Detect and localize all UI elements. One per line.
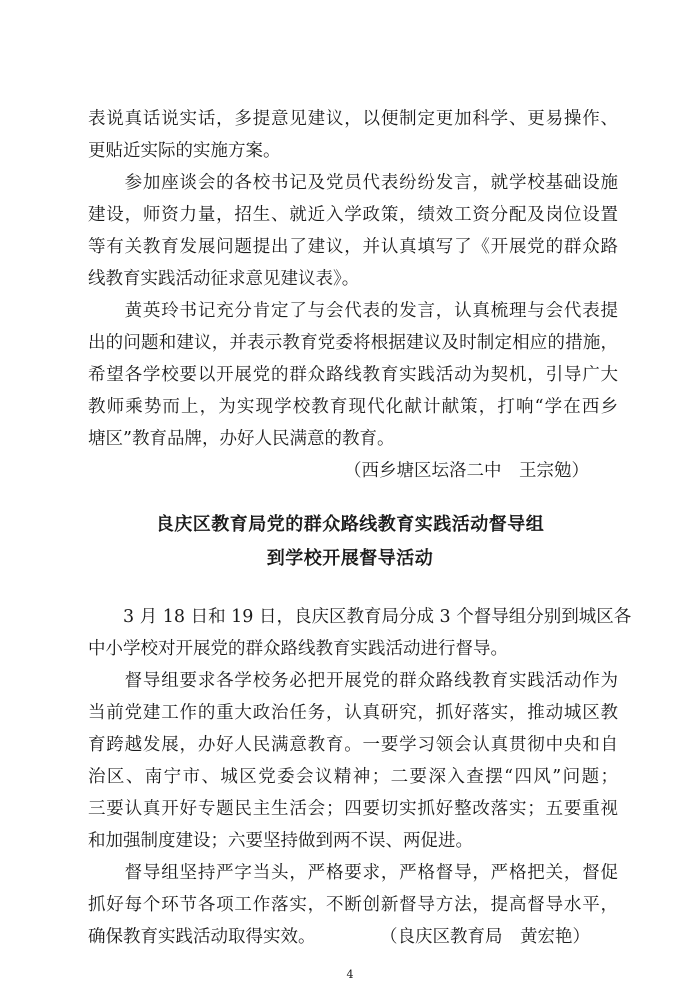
page-number: 4 xyxy=(346,968,354,981)
article2-line-11: 确保教育实践活动取得实效。 xyxy=(88,927,316,947)
article1-line-11: 塘区”教育品牌，办好人民满意的教育。 xyxy=(88,429,395,449)
article2-line-7: 三要认真开好专题民主生活会；四要切实抓好整改落实；五要重视 xyxy=(88,799,618,819)
article1-signature: （西乡塘区坛洛二中 王宗勉） xyxy=(344,461,589,481)
article2-line-8: 和加强制度建设；六要坚持做到两不误、两促进。 xyxy=(88,831,473,851)
article2-line-1: 3 月 18 日和 19 日，良庆区教育局分成 3 个督导组分别到城区各 xyxy=(88,607,632,627)
article1-line-6: 线教育实践活动征求意见建议表》。 xyxy=(88,269,360,289)
article1-line-2: 更贴近实际的实施方案。 xyxy=(88,141,281,161)
article2-line-2: 中小学校对开展党的群众路线教育实践活动进行督导。 xyxy=(88,639,508,659)
article2-line-10: 抓好每个环节各项工作落实，不断创新督导方法，提高督导水平， xyxy=(88,895,618,915)
article1-line-1: 表说真话说实话，多提意见建议，以便制定更加科学、更易操作、 xyxy=(88,109,618,129)
article1-line-7: 黄英玲书记充分肯定了与会代表的发言，认真梳理与会代表提 xyxy=(88,301,618,321)
article2-signature: （良庆区教育局 黄宏艳） xyxy=(380,927,590,947)
article2-line-9: 督导组坚持严字当头，严格要求，严格督导，严格把关，督促 xyxy=(88,863,618,883)
article1-line-3: 参加座谈会的各校书记及党员代表纷纷发言，就学校基础设施 xyxy=(88,173,618,193)
article2-line-4: 当前党建工作的重大政治任务，认真研究，抓好落实，推动城区教 xyxy=(88,703,618,723)
article1-line-5: 等有关教育发展问题提出了建议，并认真填写了《开展党的群众路 xyxy=(88,237,618,257)
article2-title-line-2: 到学校开展督导活动 xyxy=(266,548,434,569)
article1-line-9: 希望各学校要以开展党的群众路线教育实践活动为契机，引导广大 xyxy=(88,365,618,385)
article2-line-6: 治区、南宁市、城区党委会议精神；二要深入查摆“四风”问题； xyxy=(88,767,618,787)
article1-line-8: 出的问题和建议，并表示教育党委将根据建议及时制定相应的措施， xyxy=(88,333,618,353)
article1-line-4: 建设，师资力量，招生、就近入学政策，绩效工资分配及岗位设置 xyxy=(88,205,618,225)
article2-line-3: 督导组要求各学校务必把开展党的群众路线教育实践活动作为 xyxy=(88,671,618,691)
article2-line-5: 育跨越发展，办好人民满意教育。一要学习领会认真贯彻中央和自 xyxy=(88,735,618,755)
article2-title-line-1: 良庆区教育局党的群众路线教育实践活动督导组 xyxy=(155,514,545,535)
article1-line-10: 教师乘势而上，为实现学校教育现代化献计献策，打响“学在西乡 xyxy=(88,397,618,417)
